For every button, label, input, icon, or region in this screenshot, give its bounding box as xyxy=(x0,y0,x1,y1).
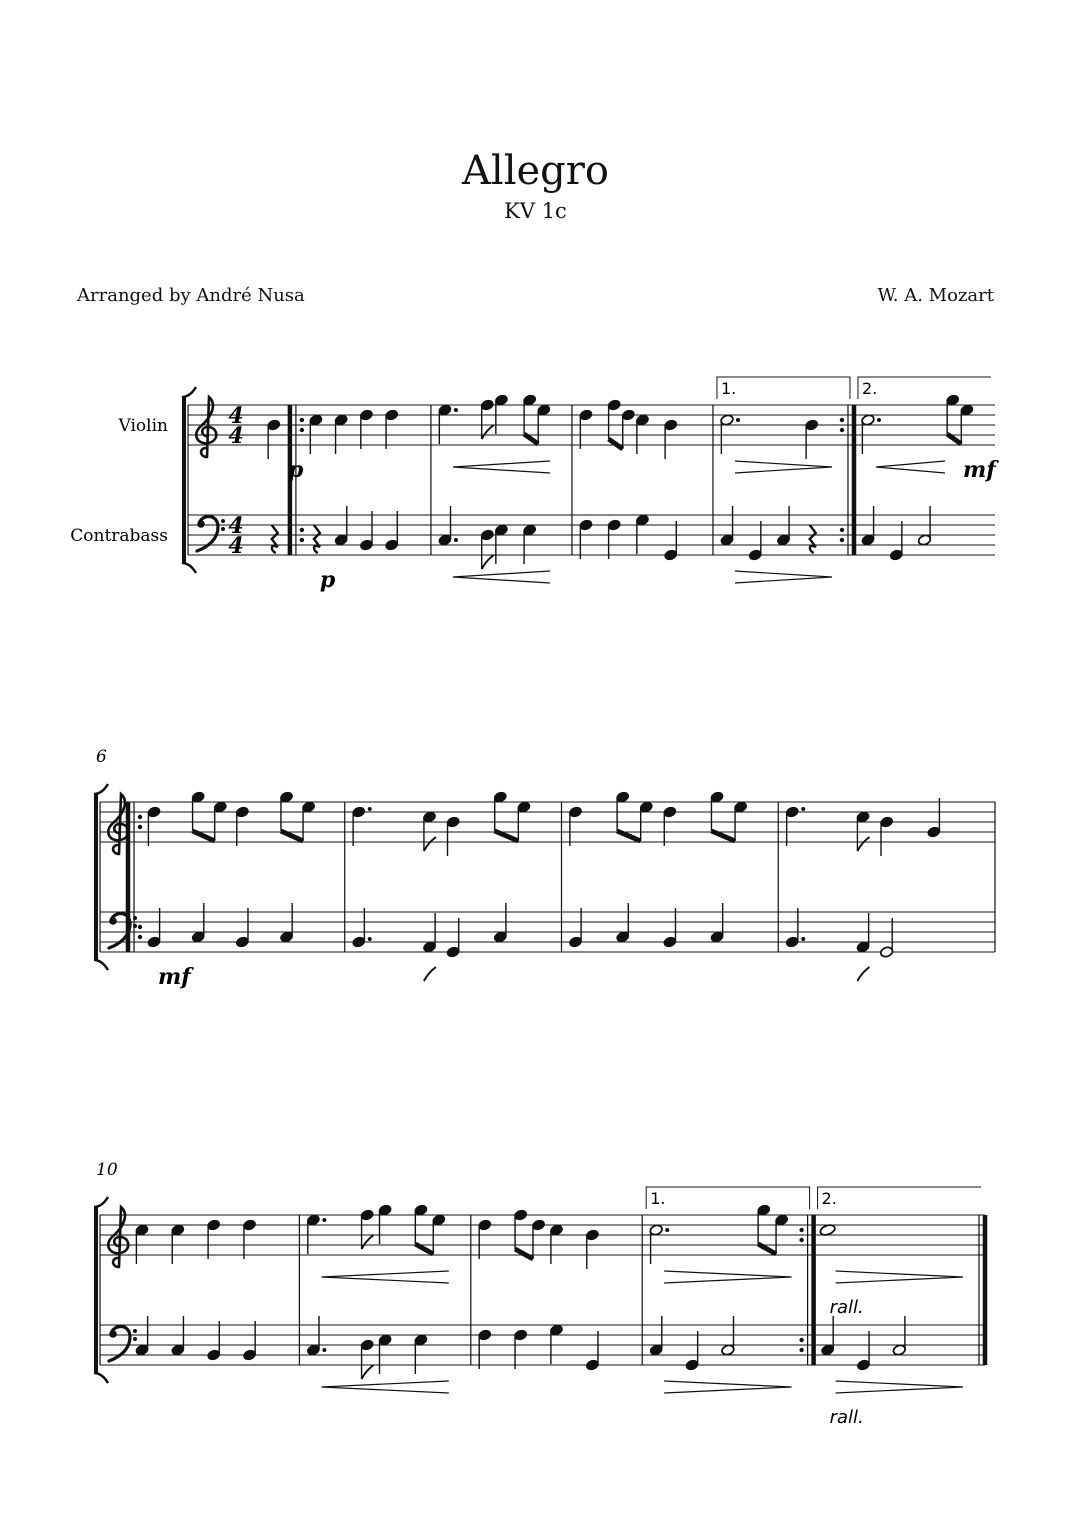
bass-note xyxy=(478,1329,492,1369)
quarter-rest xyxy=(272,525,278,553)
bass-note xyxy=(748,521,762,561)
beam xyxy=(515,1249,533,1259)
diminuendo-hairpin xyxy=(836,1271,963,1283)
volta-label: 2. xyxy=(861,379,878,398)
score-title: Allegro xyxy=(462,148,609,194)
bass-note xyxy=(568,908,582,948)
diminuendo-hairpin xyxy=(664,1271,791,1283)
bass-note xyxy=(514,1329,528,1369)
composer-credit: W. A. Mozart xyxy=(877,285,994,306)
note-flag xyxy=(482,555,494,569)
bass-note xyxy=(385,511,399,551)
bass-note xyxy=(892,1316,906,1356)
volta-bracket xyxy=(717,377,850,399)
repeat-dots xyxy=(138,825,142,829)
violin-note xyxy=(607,399,621,439)
bass-note xyxy=(635,514,649,554)
violin-note xyxy=(568,806,582,846)
system-bracket xyxy=(182,563,196,573)
violin-note xyxy=(480,399,494,439)
repeat-dots xyxy=(300,428,304,432)
repeat-dots xyxy=(300,418,304,422)
quarter-rest xyxy=(810,525,816,553)
violin-note xyxy=(438,404,458,444)
bass-note xyxy=(438,506,458,546)
bass-note xyxy=(191,903,205,943)
arranger-credit: Arranged by André Nusa xyxy=(77,285,305,306)
violin-note xyxy=(639,801,653,841)
measure-number: 6 xyxy=(96,747,107,767)
violin-note xyxy=(478,1219,492,1259)
violin-note xyxy=(493,791,507,831)
bass-note xyxy=(549,1324,563,1364)
violin-note xyxy=(879,816,893,856)
bass-note xyxy=(856,1331,870,1371)
repeat-dots xyxy=(840,528,844,532)
crescendo-hairpin xyxy=(321,1381,448,1393)
violin-note xyxy=(309,414,323,454)
note-flag xyxy=(362,1365,374,1379)
bass-clef xyxy=(109,913,137,948)
bass-note xyxy=(494,524,508,564)
violin-note xyxy=(927,798,941,838)
violin-note xyxy=(861,414,881,454)
violin-note xyxy=(360,1209,374,1249)
diminuendo-hairpin xyxy=(735,461,832,473)
violin-note xyxy=(267,419,281,459)
violin-note xyxy=(960,404,974,444)
bass-note xyxy=(523,524,537,564)
beam xyxy=(609,439,623,449)
violin-note xyxy=(191,791,205,831)
bass-note xyxy=(607,519,621,559)
system-bracket xyxy=(94,1373,108,1383)
bass-note xyxy=(359,511,373,551)
diminuendo-hairpin xyxy=(664,1381,791,1393)
violin-note xyxy=(775,1214,789,1254)
violin-note xyxy=(432,1214,446,1254)
bass-note xyxy=(279,903,293,943)
bass-note xyxy=(579,519,593,559)
dynamic-mark: p xyxy=(319,567,336,593)
violin-note xyxy=(171,1224,185,1264)
volta-label: 2. xyxy=(821,1189,837,1208)
note-flag xyxy=(424,967,436,981)
violin-note xyxy=(585,1229,599,1269)
repeat-dots xyxy=(840,418,844,422)
diminuendo-hairpin xyxy=(836,1381,963,1393)
violin-note xyxy=(414,1204,428,1244)
violin-note xyxy=(649,1224,669,1264)
violin-note xyxy=(734,801,748,841)
dynamic-mark: p xyxy=(288,457,304,483)
violin-note xyxy=(549,1224,563,1264)
system-bracket xyxy=(94,960,108,970)
time-signature: 4 xyxy=(228,513,244,539)
bass-note xyxy=(422,913,436,953)
violin-note xyxy=(514,1209,528,1249)
bass-note xyxy=(649,1316,663,1356)
bass-note xyxy=(879,918,893,958)
violin-note xyxy=(946,394,960,434)
repeat-dots xyxy=(799,1338,803,1342)
violin-note xyxy=(805,419,819,459)
violin-note xyxy=(523,394,537,434)
time-signature: 4 xyxy=(228,533,244,559)
bass-note xyxy=(235,908,249,948)
violin-note xyxy=(856,811,870,851)
crescendo-hairpin xyxy=(876,461,945,473)
bass-note xyxy=(242,1321,256,1361)
violin-note xyxy=(302,801,316,841)
bass-note xyxy=(414,1334,428,1374)
bass-note xyxy=(856,913,870,953)
violin-note xyxy=(446,816,460,856)
bass-note xyxy=(616,903,630,943)
violin-note xyxy=(279,791,293,831)
violin-note xyxy=(135,1224,149,1264)
volta-label: 1. xyxy=(650,1189,666,1208)
volta-bracket xyxy=(818,1187,981,1209)
bass-note xyxy=(135,1316,149,1356)
bass-note xyxy=(664,521,678,561)
repeat-dots xyxy=(138,815,142,819)
note-flag xyxy=(482,425,494,439)
score-subtitle: KV 1c xyxy=(504,199,567,223)
violin-note xyxy=(306,1214,326,1254)
violin-note xyxy=(517,801,531,841)
crescendo-hairpin xyxy=(321,1271,448,1283)
tempo-text: rall. xyxy=(829,1407,864,1428)
bass-note xyxy=(360,1339,374,1379)
bass-note xyxy=(776,506,790,546)
violin-note xyxy=(720,414,740,454)
bass-note xyxy=(306,1316,326,1356)
bass-note xyxy=(889,521,903,561)
crescendo-hairpin xyxy=(453,571,550,583)
bass-note xyxy=(721,1316,735,1356)
treble-clef xyxy=(108,794,128,854)
volta-label: 1. xyxy=(720,379,737,398)
bass-note xyxy=(171,1316,185,1356)
bass-note xyxy=(820,1316,834,1356)
system-bracket xyxy=(94,1197,108,1207)
bass-note xyxy=(585,1331,599,1371)
repeat-dots xyxy=(799,1348,803,1352)
violin-note xyxy=(579,409,593,449)
violin-note xyxy=(422,811,436,851)
violin-note xyxy=(663,806,677,846)
instrument-name: Contrabass xyxy=(70,526,168,546)
measure-number: 10 xyxy=(96,1160,118,1180)
violin-note xyxy=(334,414,348,454)
system-bracket xyxy=(94,784,108,794)
violin-note xyxy=(385,409,399,449)
bass-note xyxy=(334,506,348,546)
instrument-name: Violin xyxy=(118,416,168,436)
repeat-dots xyxy=(799,1228,803,1232)
violin-note xyxy=(213,801,227,841)
bass-note xyxy=(207,1321,221,1361)
bass-note xyxy=(861,506,875,546)
violin-note xyxy=(757,1204,771,1244)
repeat-dots xyxy=(300,528,304,532)
repeat-dots xyxy=(138,925,142,929)
violin-note xyxy=(242,1219,256,1259)
bass-note xyxy=(710,903,724,943)
bass-note xyxy=(480,529,494,569)
violin-note xyxy=(616,791,630,831)
repeat-dots xyxy=(300,538,304,542)
volta-bracket xyxy=(858,377,991,399)
note-flag xyxy=(362,1235,374,1249)
violin-note xyxy=(359,409,373,449)
time-signature: 4 xyxy=(228,403,244,429)
violin-note xyxy=(531,1219,545,1259)
violin-note xyxy=(621,409,635,449)
time-signature: 4 xyxy=(228,423,244,449)
note-flag xyxy=(424,837,436,851)
repeat-dots xyxy=(840,428,844,432)
violin-note xyxy=(147,806,161,846)
bass-note xyxy=(378,1334,392,1374)
bass-note xyxy=(720,506,734,546)
violin-note xyxy=(378,1204,392,1244)
bass-note xyxy=(917,506,931,546)
volta-bracket xyxy=(646,1187,809,1209)
quarter-rest xyxy=(314,525,320,553)
bass-clef xyxy=(109,1326,137,1361)
bass-note xyxy=(663,908,677,948)
violin-note xyxy=(664,419,678,459)
violin-note xyxy=(235,806,249,846)
system-bracket xyxy=(182,387,196,397)
violin-note xyxy=(537,404,551,444)
tempo-text: rall. xyxy=(829,1297,864,1318)
diminuendo-hairpin xyxy=(735,571,832,583)
repeat-dots xyxy=(840,538,844,542)
bass-note xyxy=(446,918,460,958)
crescendo-hairpin xyxy=(453,461,550,473)
bass-clef xyxy=(197,516,225,551)
treble-clef xyxy=(108,1207,128,1267)
repeat-dots xyxy=(799,1238,803,1242)
note-flag xyxy=(857,967,869,981)
dynamic-mark: mf xyxy=(158,964,191,990)
violin-note xyxy=(207,1219,221,1259)
violin-note xyxy=(710,791,724,831)
bass-note xyxy=(493,903,507,943)
bass-note xyxy=(685,1331,699,1371)
note-flag xyxy=(857,837,869,851)
bass-note xyxy=(147,908,161,948)
violin-note xyxy=(494,394,508,434)
dynamic-mark: mf xyxy=(963,457,996,483)
violin-note xyxy=(635,414,649,454)
repeat-dots xyxy=(138,935,142,939)
treble-clef xyxy=(196,397,216,457)
